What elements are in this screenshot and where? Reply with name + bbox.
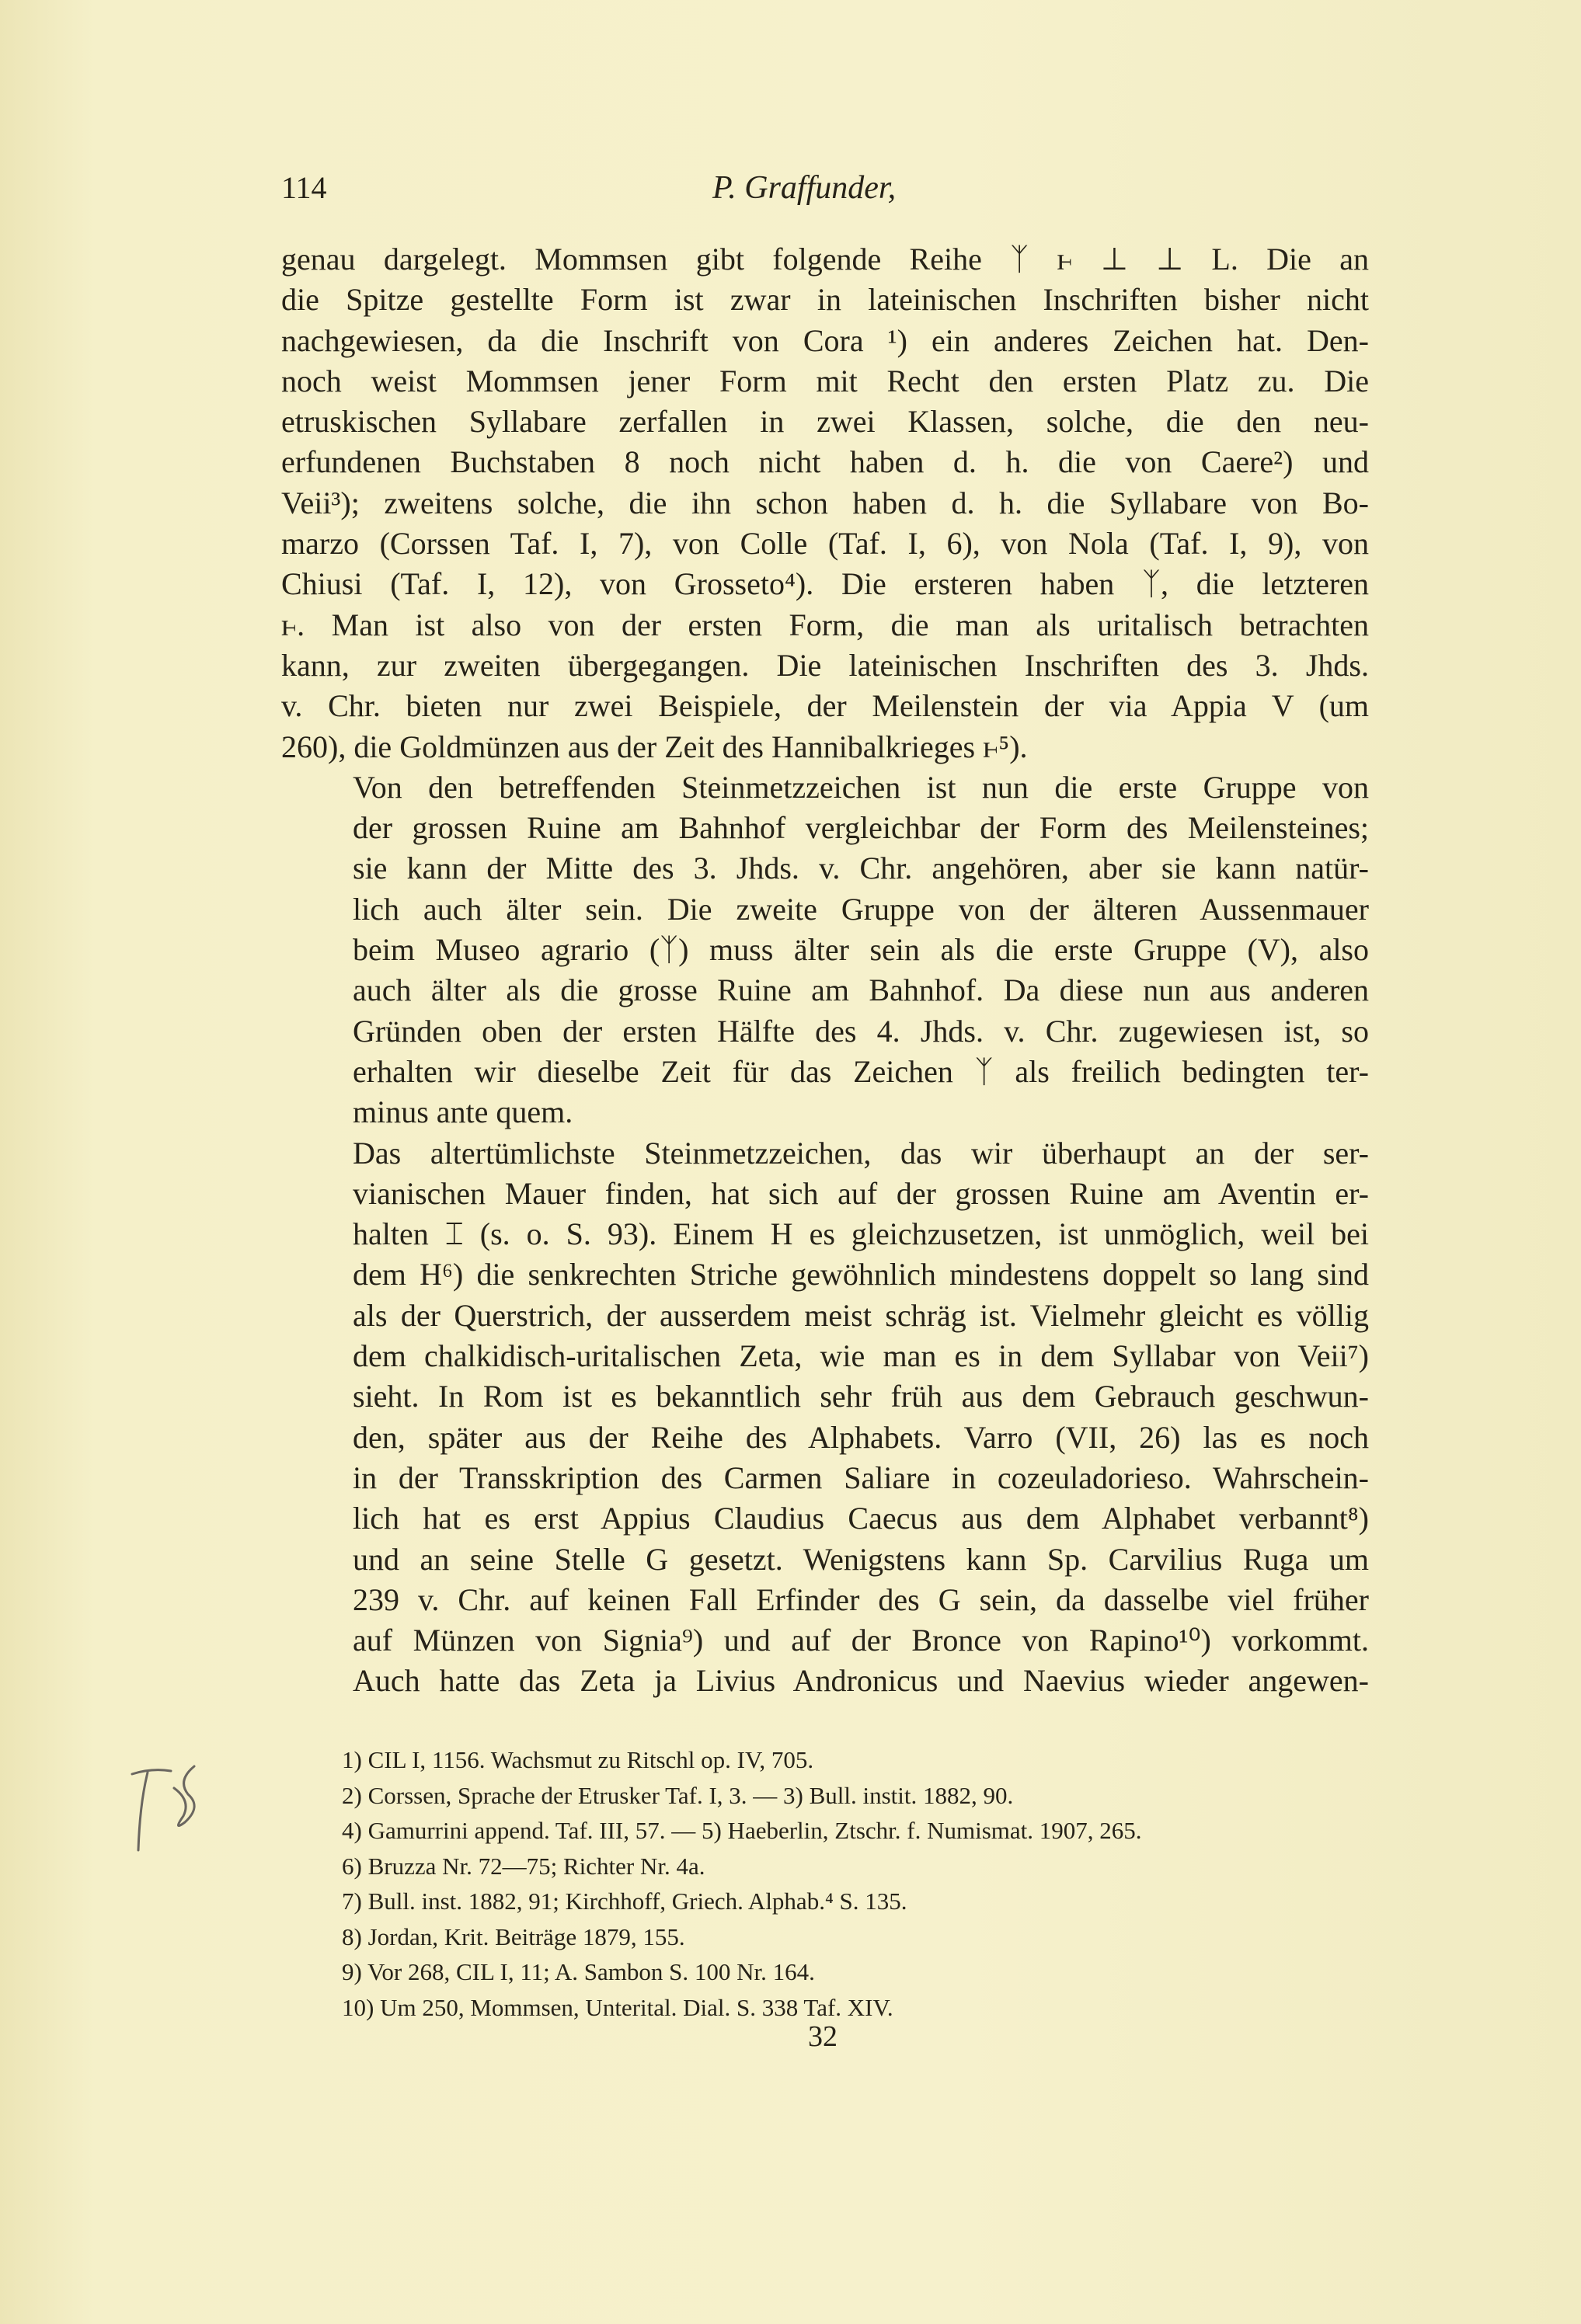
text-line: den, später aus der Reihe des Alphabets. Varro (VII, 26) las es noch [353, 1419, 1369, 1455]
paragraph-1 [281, 239, 1369, 767]
text-line: Veii³); zweitens solche, die ihn schon haben d. h. die Syllabare von Bo- [281, 485, 1369, 520]
text-line: Das altertümlichste Steinmetzzeichen, das wir überhaupt an der ser- [353, 1135, 1369, 1171]
footnote: 4) Gamurrini append. Taf. III, 57. — 5) Haeberlin, Ztschr. f. Numismat. 1907, 265. [342, 1817, 1142, 1844]
text-line: erfundenen Buchstaben 8 noch nicht haben d. h. die von Caere²) und [281, 444, 1369, 480]
text-line: erhalten wir dieselbe Zeit für das Zeichen ᛉ als freilich bedingten ter- [353, 1053, 1369, 1089]
text-line: 239 v. Chr. auf keinen Fall Erfinder des G sein, da dasselbe viel früher [353, 1581, 1369, 1617]
footnote: 10) Um 250, Mommsen, Unterital. Dial. S. 338 Taf. XIV. [342, 1993, 893, 2021]
text-line: etruskischen Syllabare zerfallen in zwei Klassen, solche, die den neu- [281, 404, 1369, 440]
handwritten-margin-mark [117, 1757, 218, 1858]
page-header [281, 169, 1369, 216]
text-line: Gründen oben der ersten Hälfte des 4. Jhds. v. Chr. zugewiesen ist, so [353, 1013, 1369, 1049]
text-line: Von den betreffenden Steinmetzzeichen ist nun die erste Gruppe von [353, 769, 1369, 805]
text-line: und an seine Stelle G gesetzt. Wenigstens kann Sp. Carvilius Ruga um [353, 1541, 1369, 1577]
text-line: lich hat es erst Appius Claudius Caecus aus dem Alphabet verbannt⁸) [353, 1501, 1369, 1536]
page-number: 114 [281, 170, 327, 205]
text-line: beim Museo agrario (ᛉ) muss älter sein als die erste Gruppe (V), also [353, 932, 1369, 968]
footnote: 6) Bruzza Nr. 72—75; Richter Nr. 4a. [342, 1852, 705, 1880]
text-line: v. Chr. bieten nur zwei Beispiele, der Meilenstein der via Appia V (um [281, 688, 1369, 724]
text-line: auf Münzen von Signia⁹) und auf der Bronce von Rapino¹⁰) vorkommt. [353, 1623, 1369, 1658]
text-line: Chiusi (Taf. I, 12), von Grosseto⁴). Die ersteren haben ᛉ, die letzteren [281, 566, 1369, 602]
signature-mark: 32 [808, 2020, 838, 2053]
text-line: kann, zur zweiten übergegangen. Die lateinischen Inschriften des 3. Jhds. [281, 647, 1369, 683]
text-line: ⱶ. Man ist also von der ersten Form, die man als uritalisch betrachten [281, 607, 1369, 642]
paragraph-3 [281, 1133, 1369, 1702]
text-line: der grossen Ruine am Bahnhof vergleichbar der Form des Meilensteines; [353, 810, 1369, 846]
text-line: 260), die Goldmünzen aus der Zeit des Hannibalkrieges ⱶ⁵). [281, 729, 1028, 764]
footnote: 7) Bull. inst. 1882, 91; Kirchhoff, Griech. Alphab.⁴ S. 135. [342, 1887, 907, 1915]
body-text [281, 239, 1369, 1702]
text-line: marzo (Corssen Taf. I, 7), von Colle (Taf. I, 6), von Nola (Taf. I, 9), von [281, 526, 1369, 562]
footnote: 9) Vor 268, CIL I, 11; A. Sambon S. 100 Nr. 164. [342, 1958, 815, 1985]
text-line: auch älter als die grosse Ruine am Bahnhof. Da diese nun aus anderen [353, 972, 1369, 1008]
text-line: sie kann der Mitte des 3. Jhds. v. Chr. angehören, aber sie kann natür- [353, 851, 1369, 886]
text-line: sieht. In Rom ist es bekanntlich sehr früh aus dem Gebrauch geschwun- [353, 1379, 1369, 1414]
footnotes [342, 1742, 1375, 2025]
text-line: lich auch älter sein. Die zweite Gruppe von der älteren Aussenmauer [353, 891, 1369, 927]
text-line: Auch hatte das Zeta ja Livius Andronicus und Naevius wieder angewen- [353, 1663, 1369, 1699]
running-head: P. Graffunder, [712, 170, 897, 206]
text-line: minus ante quem. [353, 1094, 573, 1130]
footnote: 2) Corssen, Sprache der Etrusker Taf. I, 3. — 3) Bull. instit. 1882, 90. [342, 1781, 1014, 1809]
text-line: halten ⌶ (s. o. S. 93). Einem H es gleichzusetzen, ist unmöglich, weil bei [353, 1216, 1369, 1252]
text-line: vianischen Mauer finden, hat sich auf der grossen Ruine am Aventin er- [353, 1175, 1369, 1211]
text-line: als der Querstrich, der ausserdem meist schräg ist. Vielmehr gleicht es völlig [353, 1297, 1369, 1333]
text-line: noch weist Mommsen jener Form mit Recht den ersten Platz zu. Die [281, 363, 1369, 398]
text-line: in der Transskription des Carmen Saliare in cozeuladorieso. Wahrschein- [353, 1459, 1369, 1495]
footnote: 8) Jordan, Krit. Beiträge 1879, 155. [342, 1922, 685, 1950]
text-line: die Spitze gestellte Form ist zwar in lateinischen Inschriften bisher nicht [281, 282, 1369, 318]
paragraph-2 [281, 767, 1369, 1133]
footnote: 1) CIL I, 1156. Wachsmut zu Ritschl op. IV, 705. [342, 1746, 814, 1773]
text-line: genau dargelegt. Mommsen gibt folgende Reihe ᛉ ⱶ ⊥ ⊥ L. Die an [281, 242, 1369, 277]
text-line: dem H⁶) die senkrechten Striche gewöhnlich mindestens doppelt so lang sind [353, 1257, 1369, 1292]
text-line: dem chalkidisch-uritalischen Zeta, wie man es in dem Syllabar von Veii⁷) [353, 1338, 1369, 1374]
text-line: nachgewiesen, da die Inschrift von Cora ¹) ein anderes Zeichen hat. Den- [281, 322, 1369, 358]
